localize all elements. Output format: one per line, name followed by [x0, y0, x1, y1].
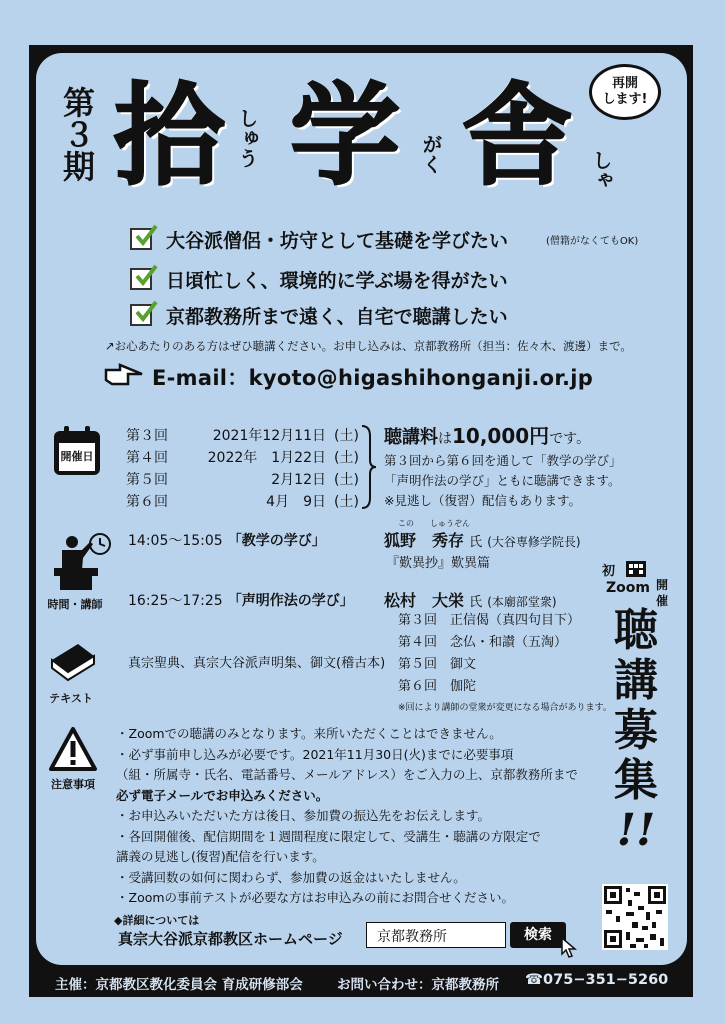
table-row: 第４回 2022年 1月22日 (土)	[126, 450, 359, 466]
search-button[interactable]: 検索	[510, 922, 566, 948]
check-item	[126, 224, 666, 264]
text-books: 真宗聖典、真宗大谷派声明集、御文(稽古本)	[128, 656, 386, 671]
table-row: 第５回 2月12日 (土)	[126, 472, 359, 488]
s2-note: ※回により講師の堂衆が変更になる場合があります。	[398, 703, 612, 713]
check-note: (僧籍がなくてもOK)	[546, 236, 639, 247]
s1-lecturer: 狐野 秀存 氏 (大谷専修学院長)	[384, 531, 581, 550]
homepage-name[interactable]: 真宗大谷派京都教区ホームページ	[118, 930, 343, 948]
checkbox-icon	[130, 228, 152, 250]
list-item: 第３回 正信偈（真四句目下）	[398, 613, 581, 628]
invite-text: ↗お心あたりのある方はぜひ聴講ください。お申し込みは、京都教務所（担当：佐々木、渡邊）まで。	[105, 339, 632, 353]
notice-icon-label: 注意事項	[51, 778, 95, 791]
qr-code-icon	[602, 884, 668, 950]
list-item: 第５回 御文	[398, 657, 477, 672]
schedule-brace	[360, 424, 378, 514]
title-char-2: 学	[290, 71, 400, 200]
list-item: 第６回 伽陀	[398, 679, 477, 694]
search-input[interactable]: 京都教務所	[366, 922, 506, 948]
warning-icon	[48, 726, 98, 776]
check-text: 日頃忙しく、環境的に学ぶ場を得がたい	[166, 270, 508, 292]
footer-bar	[29, 966, 693, 997]
cursor-icon	[560, 936, 578, 962]
title-ruby-2: がく	[419, 134, 443, 174]
checklist	[126, 224, 666, 336]
s2-lecturer: 松村 大栄 氏 (本廟部堂衆)	[384, 591, 557, 610]
check-text: 大谷派僧侶・坊守として基礎を学びたい	[166, 230, 509, 252]
session-2: 16:25〜17:25 「声明作法の学び」	[128, 593, 354, 609]
s1-ruby: この しゅうぞん	[398, 519, 470, 528]
table-row: 第３回 2021年12月11日 (土)	[126, 428, 359, 444]
first-zoom-badge: 初 開 Zoom 催	[600, 558, 672, 608]
schedule-icon-label: 開催日	[60, 450, 94, 463]
title-char-3: 舎	[462, 71, 572, 200]
s2-items	[398, 610, 580, 698]
reopen-bubble: 再開 します!	[589, 64, 661, 120]
s1-subject: 『歎異抄』歎異篇	[386, 556, 491, 571]
term-label: 第３期	[58, 86, 96, 182]
details-lead: ◆詳細については	[114, 914, 200, 927]
email-address[interactable]: E-mail：kyoto@higashihonganji.or.jp	[152, 366, 594, 390]
footer-contact: お問い合わせ：京都教務所	[337, 977, 499, 993]
notice-list: ・Zoomでの聴講のみとなります。来所いただくことはできません。 ・必ず事前申し込みが必要です。2021年11月30日(火)までに必要事項 （組・所属寺・氏名、電話番号、メールアドレス）をご入力の上、京都教務所まで 必ず電子メールでお申込みください。 ・お申込みいただいた方は後日、参加費の振込先をお伝えします。 ・各回開催後、配信期間を１週間程度に限定して、受講生・聴講の方限定で 講義の見逃し(復習)配信を行います。 ・受講回数の如何に関わらず、参加費の返金はいたしません。 ・Zoomの事前テストが必要な方はお申込みの前にお問合せください。	[116, 726, 578, 905]
fee-label: 聴講料	[384, 427, 438, 448]
title-ruby-3: しゃ	[589, 150, 613, 190]
title-char-1: 拾	[114, 71, 224, 200]
recruit-vertical: 聴 講 募 集 !!	[614, 605, 658, 856]
title-ruby-1: しゅう	[235, 108, 259, 168]
check-text: 京都教務所まで遠く、自宅で聴講したい	[166, 306, 508, 328]
checkbox-icon	[130, 268, 152, 290]
table-row: 第６回 4月 9日 (土)	[126, 494, 359, 510]
book-icon	[48, 640, 98, 688]
schedule-table	[126, 424, 367, 512]
lecturer-icon	[50, 530, 112, 596]
pointing-hand-icon	[104, 362, 144, 392]
fee-block: 聴講料は10,000円です。 第３回から第６回を通して「教学の学び」 「声明作法の学び」ともに聴講できます。 ※見逃し（復習）配信もあります。	[384, 424, 622, 508]
checkbox-icon	[130, 304, 152, 326]
fee-amount: 10,000円	[452, 424, 550, 448]
session-1: 14:05〜15:05 「教学の学び」	[128, 533, 326, 549]
check-item	[126, 264, 666, 300]
list-item: 第４回 念仏・和讃（五淘）	[398, 635, 568, 650]
check-item	[126, 300, 666, 336]
footer-sponsor: 主催：京都教区教化委員会 育成研修部会	[55, 977, 303, 993]
lecture-icon-label: 時間・講師	[47, 598, 103, 611]
footer-phone: ☎075−351−5260	[525, 972, 669, 988]
building-icon	[624, 560, 648, 578]
text-icon-label: テキスト	[49, 692, 93, 705]
